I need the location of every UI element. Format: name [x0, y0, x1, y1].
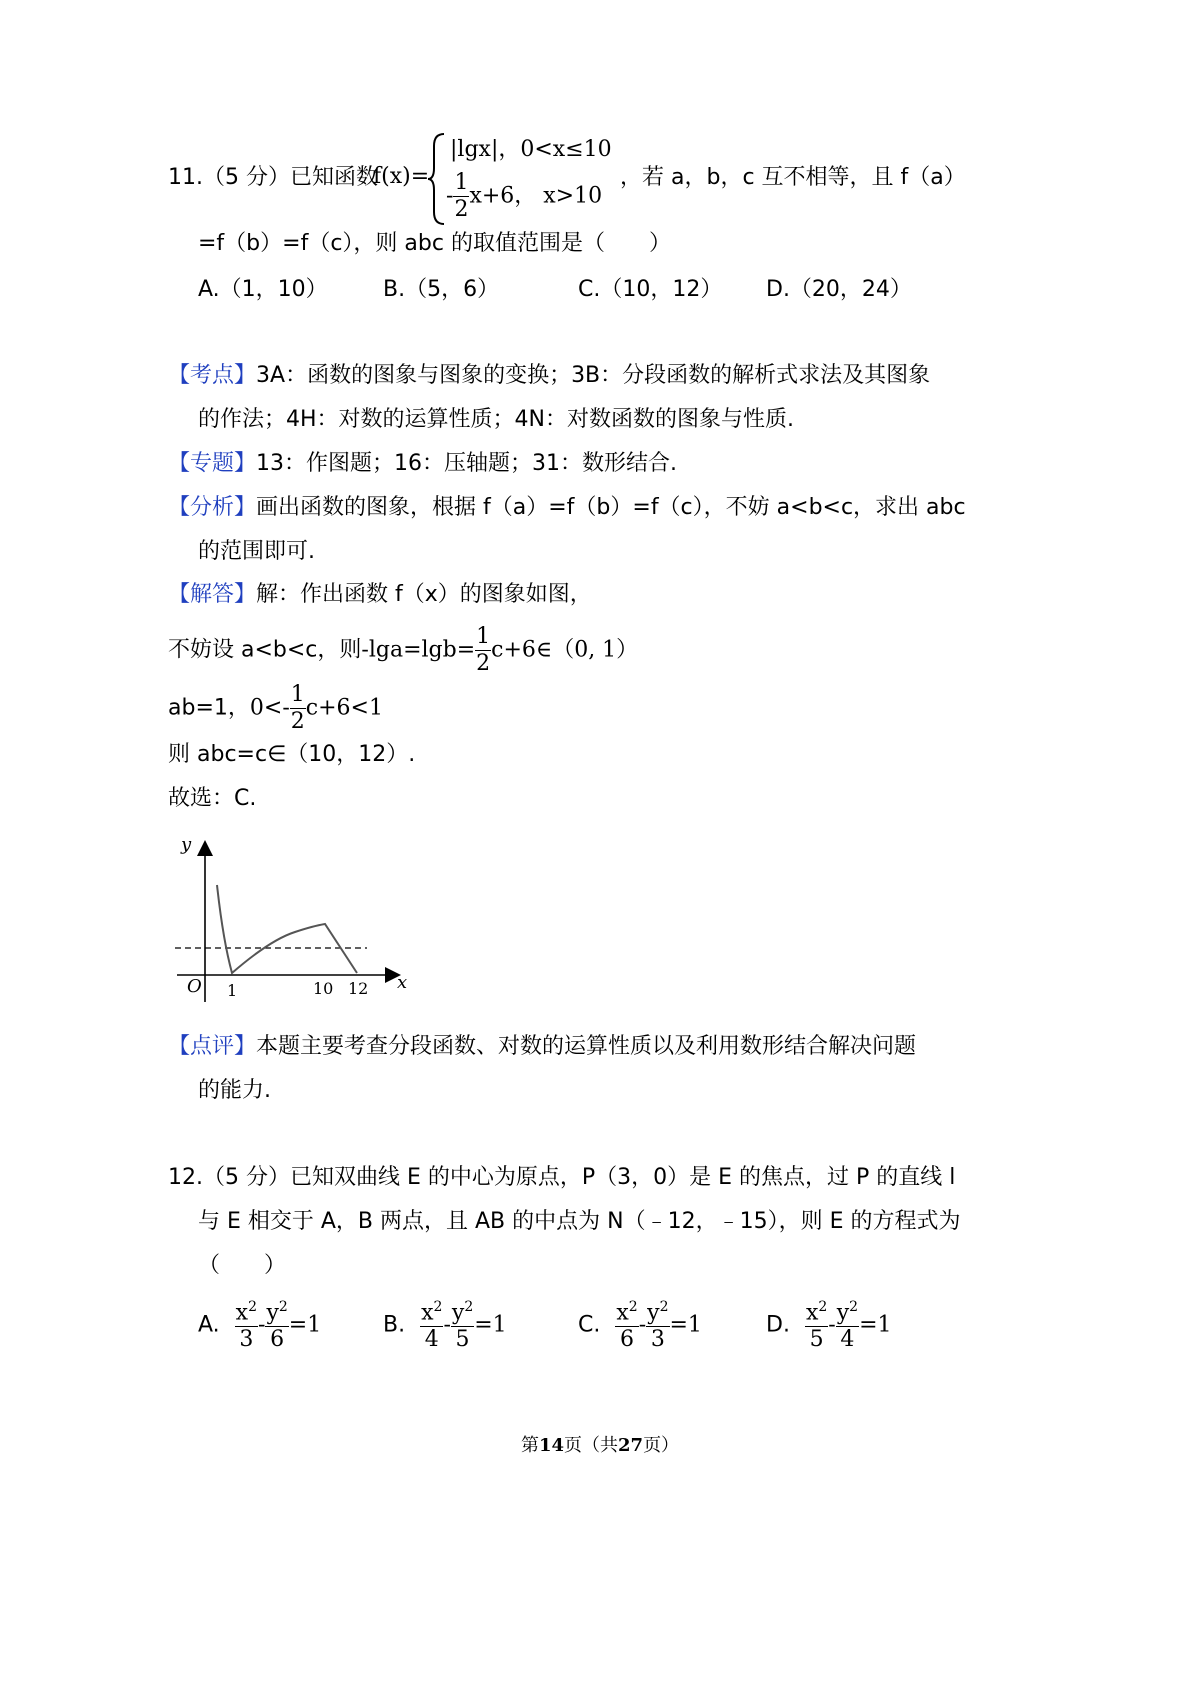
q11-case1: |lgx|，0<x≤10	[450, 137, 612, 162]
tick-1: 1	[227, 981, 238, 1000]
jieda-tag: 【解答】	[168, 582, 257, 607]
jieda-line1: 【解答】解：作出函数 f（x）的图象如图，	[168, 582, 592, 607]
q12-line2: 与 E 相交于 A，B 两点，且 AB 的中点为 N（﹣12，﹣15），则 E 的方程式为	[198, 1209, 961, 1234]
q12-option-d: D. $\frac{x^2}{5}$ - $\frac{y^2}{4}$ =1	[766, 1299, 892, 1353]
q12-option-a: A. $\frac{x^2}{3}$ - $\frac{y^2}{6}$ =1	[198, 1299, 322, 1353]
zhuanti-line: 【专题】13：作图题；16：压轴题；31：数形结合.	[168, 451, 677, 476]
fraction-half: $\frac{1}{2}$	[476, 624, 491, 676]
dianping-tag: 【点评】	[168, 1034, 257, 1059]
y-axis-label: y	[181, 834, 192, 855]
q12-line1: 12.（5 分）已知双曲线 E 的中心为原点，P（3，0）是 E 的焦点，过 P 的直线 l	[168, 1165, 956, 1190]
kaodian-line2: 的作法；4H：对数的运算性质；4N：对数函数的图象与性质.	[198, 407, 794, 432]
q12-option-b: B. $\frac{x^2}{4}$ - $\frac{y^2}{5}$ =1	[383, 1299, 507, 1353]
jieda-line4: 则 abc=c∈（10，12）.	[168, 742, 416, 767]
jieda-line3: ab=1，0<- $\frac{1}{2}$ c+6<1	[168, 682, 383, 734]
origin-label: O	[187, 976, 202, 997]
fenxi-line2: 的范围即可.	[198, 539, 315, 564]
case2-rest: x+6， x>10	[469, 183, 603, 209]
dianping-line1: 【点评】本题主要考查分段函数、对数的运算性质以及利用数形结合解决问题	[168, 1034, 917, 1059]
tick-10: 10	[313, 979, 334, 998]
case2-fraction: $\frac{1}{2}$	[454, 170, 469, 222]
zhuanti-tag: 【专题】	[168, 451, 257, 476]
page-footer: 第14页（共27页）	[520, 1435, 680, 1456]
x-axis-label: x	[397, 972, 408, 993]
fenxi-tag: 【分析】	[168, 495, 257, 520]
q12-line3: （ ）	[198, 1253, 287, 1278]
jieda-line5: 故选：C.	[168, 786, 257, 811]
q11-option-d: D.（20，24）	[766, 277, 912, 302]
q11-option-a: A.（1，10）	[198, 277, 328, 302]
q11-option-b: B.（5，6）	[383, 277, 500, 302]
dianping-line2: 的能力.	[198, 1078, 271, 1103]
q11-fx: f(x)=	[373, 164, 430, 189]
curve	[217, 885, 357, 973]
page-number: 14	[538, 1435, 564, 1456]
case2-neg: -	[446, 183, 454, 209]
q12-option-c: C. $\frac{x^2}{6}$ - $\frac{y^2}{3}$ =1	[578, 1299, 702, 1353]
q11-option-c: C.（10，12）	[578, 277, 723, 302]
tick-12: 12	[348, 979, 369, 998]
fenxi-line1: 【分析】画出函数的图象，根据 f（a）=f（b）=f（c），不妨 a<b<c，求出 abc	[168, 495, 966, 520]
q11-prefix: 11.（5 分）已知函数	[168, 165, 378, 190]
page-total: 27	[618, 1435, 644, 1456]
jieda-line2: 不妨设 a<b<c，则-lga=lgb= $\frac{1}{2}$ c+6∈（0, 1）	[168, 624, 639, 676]
kaodian-tag: 【考点】	[168, 363, 257, 388]
q11-suffix: ，若 a，b，c 互不相等，且 f（a）	[620, 165, 966, 190]
q11-line2: =f（b）=f（c），则 abc 的取值范围是（ ）	[198, 231, 671, 256]
q11-case2	[446, 172, 602, 221]
kaodian-line1: 【考点】3A：函数的图象与图象的变换；3B：分段函数的解析式求法及其图象	[168, 363, 931, 388]
piecewise-brace	[428, 132, 448, 226]
fraction-half: $\frac{1}{2}$	[290, 682, 305, 734]
function-graph	[165, 830, 415, 1005]
